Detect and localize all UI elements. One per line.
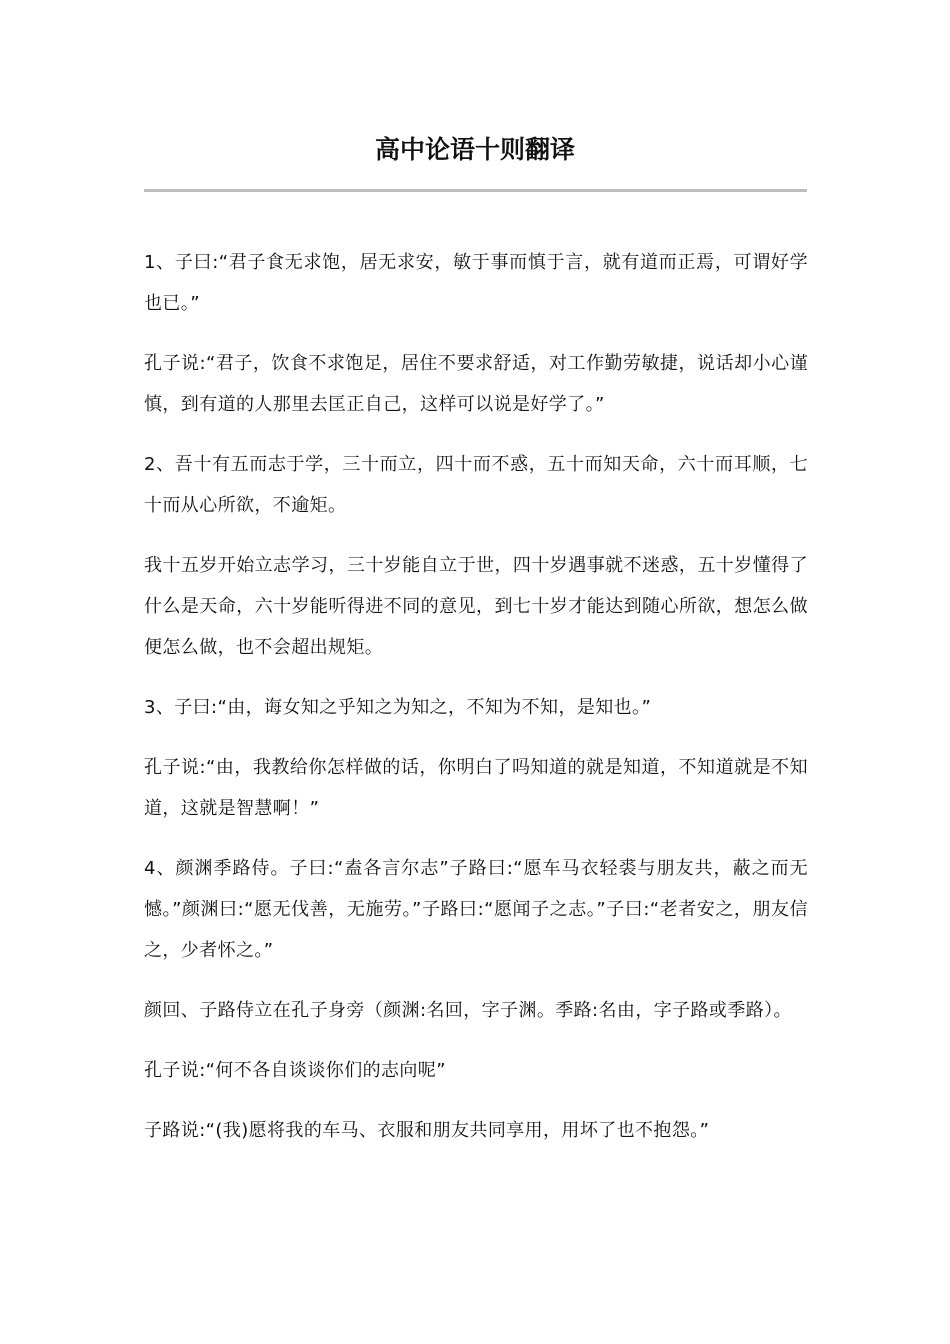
title-divider <box>144 189 807 192</box>
paragraph-7: 4、颜渊季路侍。子曰:“盍各言尔志”子路曰:“愿车马衣轻裘与朋友共，蔽之而无憾。”颜渊曰:“愿无伐善，无施劳。”子路曰:“愿闻子之志。”子曰:“老者安之，朋友信之，少者怀之。” <box>144 858 808 961</box>
document-body <box>144 242 808 1170</box>
paragraph-6: 孔子说:“由，我教给你怎样做的话，你明白了吗知道的就是知道，不知道就是不知道，这就是智慧啊！” <box>144 757 808 819</box>
document-title: 高中论语十则翻译 <box>374 135 575 164</box>
paragraph-3: 2、吾十有五而志于学，三十而立，四十而不惑，五十而知天命，六十而耳顺，七十而从心所欲，不逾矩。 <box>144 454 808 516</box>
paragraph-10: 子路说:“(我)愿将我的车马、衣服和朋友共同享用，用坏了也不抱怨。” <box>144 1120 710 1141</box>
paragraph-2: 孔子说:“君子，饮食不求饱足，居住不要求舒适，对工作勤劳敏捷，说话却小心谨慎，到有道的人那里去匡正自己，这样可以说是好学了。” <box>144 353 808 415</box>
paragraph-8: 颜回、子路侍立在孔子身旁（颜渊:名回，字子渊。季路:名由，字子路或季路）。 <box>144 1000 792 1021</box>
paragraph-1: 1、子曰:“君子食无求饱，居无求安，敏于事而慎于言，就有道而正焉，可谓好学也已。” <box>144 252 808 314</box>
paragraph-9: 孔子说:“何不各自谈谈你们的志向呢” <box>144 1060 446 1081</box>
paragraph-5: 3、子曰:“由，诲女知之乎知之为知之，不知为不知，是知也。” <box>144 697 652 718</box>
paragraph-4: 我十五岁开始立志学习，三十岁能自立于世，四十岁遇事就不迷惑，五十岁懂得了什么是天命，六十岁能听得进不同的意见，到七十岁才能达到随心所欲，想怎么做便怎么做，也不会超出规矩。 <box>144 555 808 658</box>
